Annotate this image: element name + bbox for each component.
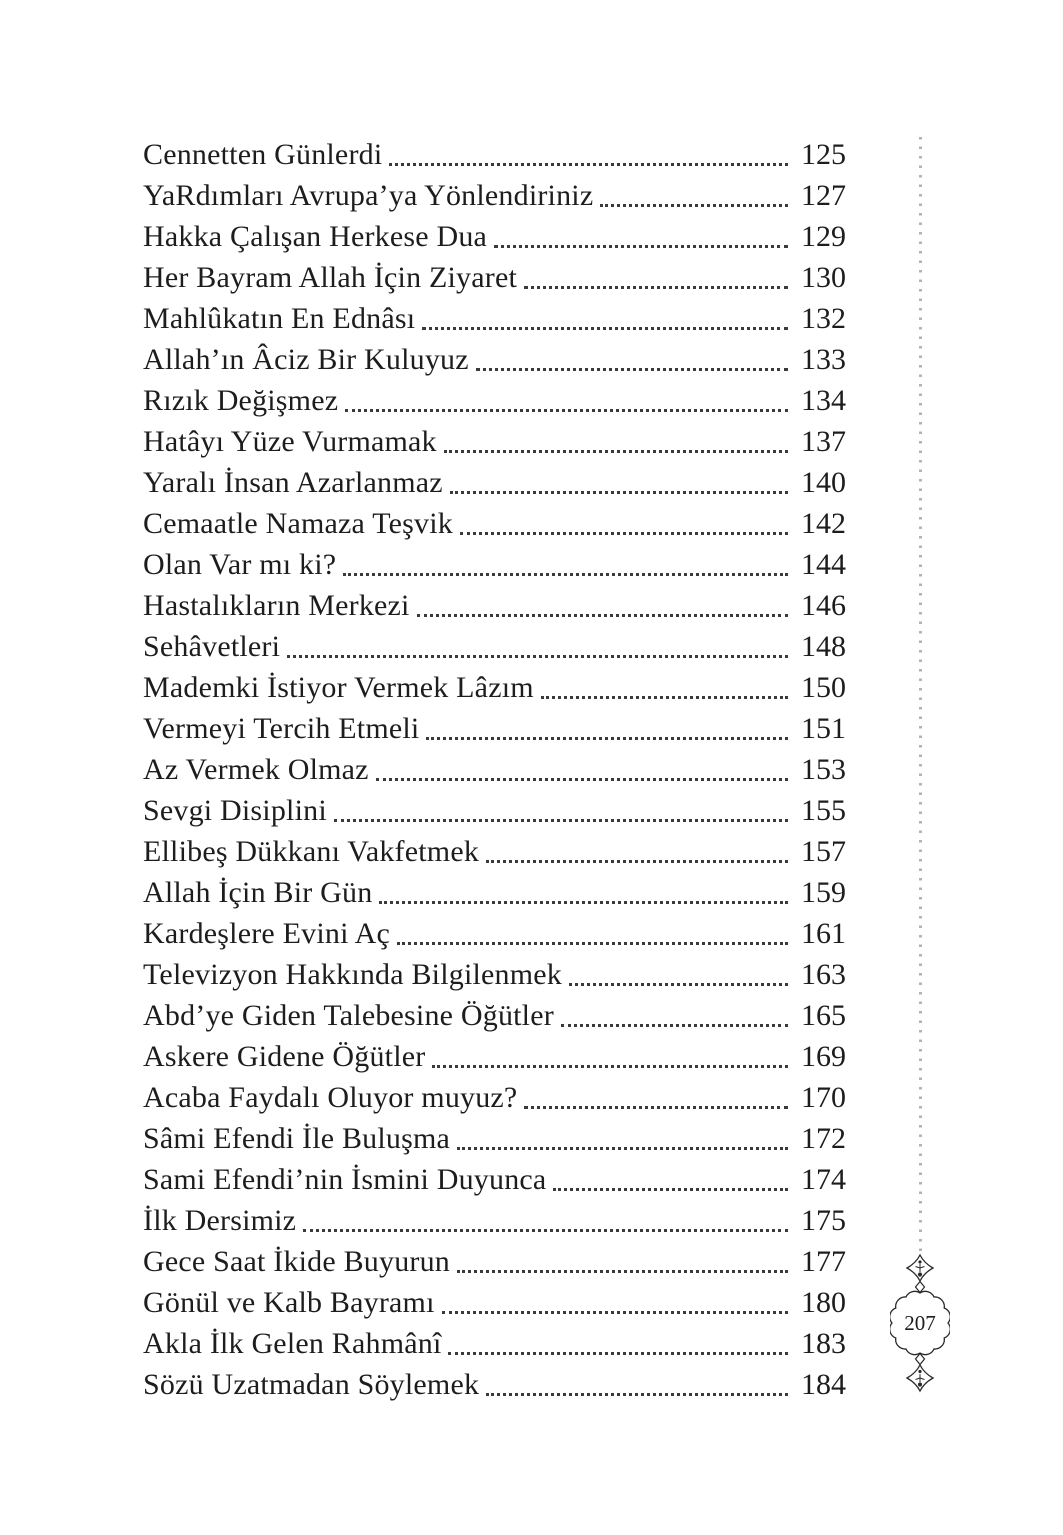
toc-entry-title: Televizyon Hakkında Bilgilenmek — [143, 958, 562, 991]
toc-entry — [143, 831, 846, 872]
toc-entry-page: 150 — [801, 671, 846, 704]
toc-entry-title: Allah’ın Âciz Bir Kuluyuz — [143, 343, 469, 376]
toc-entry-page: 169 — [801, 1040, 846, 1073]
toc-entry-page: 175 — [801, 1204, 846, 1237]
toc-entry-title: Mahlûkatın En Ednâsı — [143, 302, 416, 335]
dot-leader — [457, 1146, 788, 1150]
toc-entry — [143, 380, 846, 421]
toc-entry — [143, 1118, 846, 1159]
toc-entry-title: Kardeşlere Evini Aç — [143, 917, 391, 950]
dot-leader — [524, 285, 788, 289]
toc-entry — [143, 1036, 846, 1077]
toc-entry-title: Allah İçin Bir Gün — [143, 876, 373, 909]
toc-entry — [143, 134, 846, 175]
toc-entry-page: 165 — [801, 999, 846, 1032]
toc-entry-page: 170 — [801, 1081, 846, 1114]
toc-entry — [143, 421, 846, 462]
toc-entry-title: Hakka Çalışan Herkese Dua — [143, 220, 488, 253]
toc-entry-page: 137 — [801, 425, 846, 458]
toc-entry-page: 146 — [801, 589, 846, 622]
toc-entry — [143, 175, 846, 216]
toc-entry-page: 163 — [801, 958, 846, 991]
dot-leader — [417, 613, 788, 617]
toc-entry-title: Olan Var mı ki? — [143, 548, 337, 581]
toc-entry — [143, 503, 846, 544]
toc-entry-title: Cemaatle Namaza Teşvik — [143, 507, 453, 540]
ornament-link-bottom-icon — [916, 1354, 925, 1365]
toc-entry-title: Her Bayram Allah İçin Ziyaret — [143, 261, 517, 294]
toc-entry-title: Hastalıkların Merkezi — [143, 589, 410, 622]
toc-entry — [143, 708, 846, 749]
dot-leader — [397, 941, 788, 945]
toc-entry-title: YaRdımları Avrupa’ya Yönlendiriniz — [143, 179, 594, 212]
toc-entry-title: Cennetten Günlerdi — [143, 138, 383, 171]
dot-leader — [600, 203, 788, 207]
toc-entry-page: 148 — [801, 630, 846, 663]
toc-entry-page: 132 — [801, 302, 846, 335]
dot-leader — [334, 818, 788, 822]
dot-leader — [389, 162, 788, 166]
toc-entry — [143, 995, 846, 1036]
page-number-ornament — [890, 1254, 950, 1394]
toc-entry — [143, 1200, 846, 1241]
dot-leader — [376, 777, 788, 781]
toc-entry-page: 172 — [801, 1122, 846, 1155]
toc-entry-page: 125 — [801, 138, 846, 171]
toc-entry-title: Gönül ve Kalb Bayramı — [143, 1286, 435, 1319]
dot-leader — [303, 1228, 788, 1232]
toc-entry-page: 177 — [801, 1245, 846, 1278]
toc-entry-page: 183 — [801, 1327, 846, 1360]
toc-entry-title: Yaralı İnsan Azarlanmaz — [143, 466, 443, 499]
toc-entry — [143, 544, 846, 585]
toc-entry-page: 142 — [801, 507, 846, 540]
toc-entry-page: 161 — [801, 917, 846, 950]
toc-entry-page: 144 — [801, 548, 846, 581]
dot-leader — [287, 654, 788, 658]
toc-entry-title: Sözü Uzatmadan Söylemek — [143, 1368, 480, 1401]
toc-entry — [143, 1364, 846, 1405]
toc-list — [143, 134, 846, 1405]
dot-leader — [476, 367, 788, 371]
toc-entry-title: Akla İlk Gelen Rahmânî — [143, 1327, 442, 1360]
toc-entry-title: Rızık Değişmez — [143, 384, 339, 417]
page-number-label: 207 — [904, 1311, 936, 1335]
dot-leader — [486, 1392, 788, 1396]
dot-leader — [561, 1023, 788, 1027]
dot-leader — [432, 1064, 788, 1068]
toc-entry — [143, 339, 846, 380]
toc-entry-title: Sami Efendi’nin İsmini Duyunca — [143, 1163, 547, 1196]
toc-entry-title: Vermeyi Tercih Etmeli — [143, 712, 420, 745]
toc-entry — [143, 954, 846, 995]
toc-entry-page: 127 — [801, 179, 846, 212]
toc-entry-page: 159 — [801, 876, 846, 909]
dot-leader — [448, 1351, 788, 1355]
toc-entry — [143, 626, 846, 667]
dot-leader — [494, 244, 788, 248]
toc-entry-page: 155 — [801, 794, 846, 827]
toc-entry — [143, 1159, 846, 1200]
dot-leader — [422, 326, 788, 330]
dot-leader — [541, 695, 788, 699]
dot-leader — [457, 1269, 788, 1273]
toc-entry — [143, 1323, 846, 1364]
toc-entry-title: Mademki İstiyor Vermek Lâzım — [143, 671, 534, 704]
toc-entry-page: 157 — [801, 835, 846, 868]
toc-entry-page: 184 — [801, 1368, 846, 1401]
toc-entry-title: İlk Dersimiz — [143, 1204, 297, 1237]
toc-entry-title: Sâmi Efendi İle Buluşma — [143, 1122, 451, 1155]
toc-entry-title: Hatâyı Yüze Vurmamak — [143, 425, 437, 458]
toc-entry — [143, 585, 846, 626]
dot-leader — [460, 531, 788, 535]
toc-entry — [143, 667, 846, 708]
toc-entry — [143, 1241, 846, 1282]
toc-entry — [143, 790, 846, 831]
ornament-top-finial-icon — [907, 1255, 933, 1281]
toc-entry-page: 140 — [801, 466, 846, 499]
toc-entry-title: Sevgi Disiplini — [143, 794, 327, 827]
toc-entry — [143, 257, 846, 298]
dot-leader — [450, 490, 788, 494]
toc-entry-title: Sehâvetleri — [143, 630, 281, 663]
toc-entry — [143, 298, 846, 339]
toc-entry — [143, 749, 846, 790]
toc-entry — [143, 1282, 846, 1323]
toc-entry-page: 174 — [801, 1163, 846, 1196]
toc-entry-title: Ellibeş Dükkanı Vakfetmek — [143, 835, 480, 868]
dot-leader — [444, 449, 788, 453]
toc-entry — [143, 1077, 846, 1118]
toc-entry-title: Az Vermek Olmaz — [143, 753, 369, 786]
toc-entry — [143, 462, 846, 503]
dot-leader — [426, 736, 788, 740]
toc-entry-page: 130 — [801, 261, 846, 294]
page-number-medallion — [890, 1291, 950, 1354]
toc-entry-title: Abd’ye Giden Talebesine Öğütler — [143, 999, 554, 1032]
dot-leader — [343, 572, 788, 576]
toc-entry-page: 133 — [801, 343, 846, 376]
dot-leader — [524, 1105, 788, 1109]
toc-entry-page: 180 — [801, 1286, 846, 1319]
dot-leader — [345, 408, 788, 412]
ornament-bottom-finial-icon — [907, 1365, 933, 1391]
toc-entry — [143, 872, 846, 913]
toc-entry-page: 129 — [801, 220, 846, 253]
dot-leader — [569, 982, 788, 986]
toc-entry — [143, 913, 846, 954]
dot-leader — [486, 859, 788, 863]
toc-entry-page: 151 — [801, 712, 846, 745]
toc-entry-page: 153 — [801, 753, 846, 786]
toc-entry — [143, 216, 846, 257]
toc-entry-title: Acaba Faydalı Oluyor muyuz? — [143, 1081, 518, 1114]
dot-leader — [379, 900, 788, 904]
dot-leader — [442, 1310, 788, 1314]
ornament-link-top-icon — [916, 1282, 925, 1293]
toc-entry-title: Gece Saat İkide Buyurun — [143, 1245, 451, 1278]
dot-leader — [553, 1187, 788, 1191]
toc-entry-title: Askere Gidene Öğütler — [143, 1040, 426, 1073]
toc-entry-page: 134 — [801, 384, 846, 417]
margin-dotted-rule — [919, 137, 922, 1251]
